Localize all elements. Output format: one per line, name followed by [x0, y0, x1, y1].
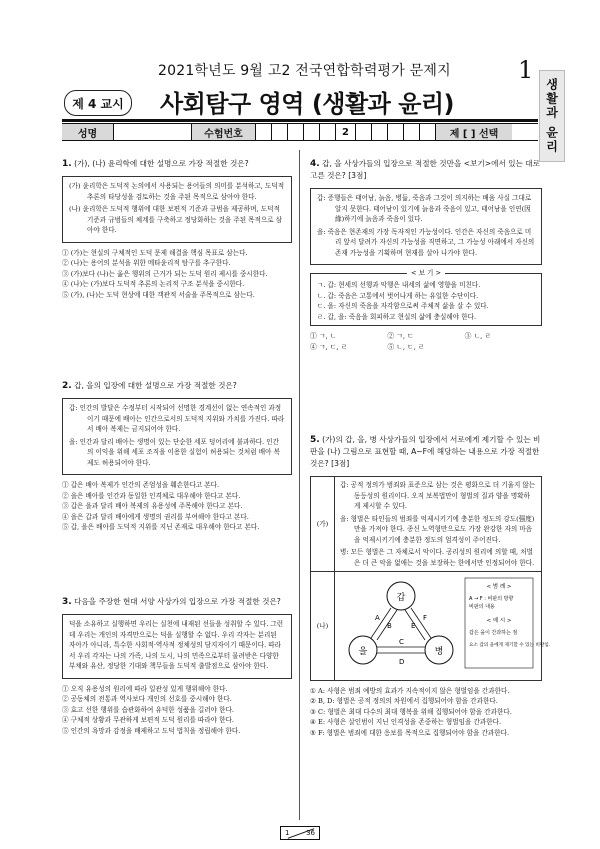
passage-table [310, 476, 551, 681]
name-field[interactable] [114, 124, 192, 140]
question-number: 5. [310, 435, 320, 445]
answer-option-3[interactable]: ③ 효고 선한 행위를 습관화하여 유덕한 성품을 길러야 한다. [62, 705, 234, 714]
answer-options [62, 480, 292, 533]
answer-option-3[interactable]: ③ C: 형벌은 최대 다수의 최대 행복을 위해 집행되어야 함을 간과한다. [310, 707, 512, 716]
edge-label-c: C [399, 638, 404, 646]
candidate-info-row [62, 123, 538, 141]
exam-no-box[interactable] [256, 124, 272, 140]
answer-option-5[interactable]: ⑤ F: 형벌은 범죄에 대한 응보를 목적으로 집행되어야 함을 간과한다. [310, 728, 510, 737]
question-stem: 갑, 을의 입장에 대한 설명으로 가장 적절한 것은? [74, 381, 237, 390]
answer-option-4[interactable]: ④ E: 사형은 살인범이 지닌 인격성을 존중하는 형벌임을 간과한다. [310, 718, 502, 726]
bogi-item: ㄷ. 을: 자신의 죽음을 자각함으로써 주체적 삶을 살 수 있다. [317, 302, 489, 310]
passage-box [62, 398, 292, 475]
edge-label-b: B [387, 622, 392, 630]
legend-item: A → F : 비판의 방향 [469, 596, 514, 602]
answer-option-2[interactable]: ② 을은 배아를 인간과 동일한 인격체로 대우해야 한다고 본다. [62, 491, 241, 500]
exam-no-box[interactable] [372, 124, 388, 140]
answer-option-5[interactable]: ⑤ 갑, 을은 배아를 도덕적 지위를 지닌 존재로 대우해야 한다고 본다. [62, 523, 260, 531]
answer-option-4[interactable]: ④ 을은 갑과 달리 배아에게 생명의 권리를 부여해야 한다고 본다. [62, 512, 249, 521]
exam-no-box[interactable] [288, 124, 304, 140]
bogi-label: < 보 기 > [407, 268, 445, 279]
name-label: 성명 [62, 124, 114, 140]
page-number: 1 [518, 56, 534, 84]
legend-example-2: 요소 갑의 을에게 제기할 수 있는 비판임. [469, 643, 551, 648]
row-label: (가) [311, 477, 335, 572]
answer-option-4[interactable]: ④ (나)는 (가)보다 도덕적 추론의 논리적 구조 분석을 중시한다. [62, 280, 245, 288]
passage-box [62, 614, 292, 679]
answer-option-1[interactable]: ① 갑은 배아 복제가 인간의 존엄성을 훼손한다고 본다. [62, 481, 220, 489]
node-byung-label: 병 [434, 647, 444, 657]
answer-options [310, 331, 542, 353]
legend-example: 갑은 을이 간과하는 점 [469, 630, 518, 636]
passage-box [310, 188, 542, 265]
exam-no-box[interactable] [272, 124, 288, 140]
passage-paragraph: (가) 윤리학은 도덕적 논의에서 사용되는 용어들의 의미를 분석하고, 도덕적 추론의 타당성을 검토하는 것을 주된 목적으로 삼아야 한다. [69, 182, 285, 201]
question-number: 3. [62, 597, 72, 607]
exam-no-box[interactable] [356, 124, 372, 140]
question-3 [62, 596, 292, 736]
answer-option-2[interactable]: ② (나)는 용어의 분석을 위한 메타윤리적 탐구를 추구한다. [62, 259, 231, 267]
question-stem: (가)의 갑, 을, 병 사상가들의 입장에서 서로에게 제기할 수 있는 비판을 (나) 그림으로 표현할 때, A~F에 해당하는 내용으로 가장 적절한 것은? [3점] [310, 435, 541, 468]
question-5 [310, 434, 551, 738]
edge-label-f: F [423, 614, 428, 622]
answer-option-3[interactable]: ③ (가)보다 (나)는 옳은 행위의 근거가 되는 도덕 원리 제시를 중시한다. [62, 269, 268, 278]
question-number: 2. [62, 381, 72, 391]
answer-options [62, 684, 292, 737]
passage-paragraph: 을: 인간과 달리 배아는 생명이 있는 단순한 세포 덩어리에 불과하다. 인간의 이익을 위해 세포 조직을 이용한 실험이 허용되는 것처럼 배아 복제도 허용되어야 한다. [69, 437, 280, 467]
bogi-item: ㄴ. 갑: 죽음은 고통에서 벗어나게 하는 유일한 수단이다. [317, 291, 479, 300]
question-1 [62, 158, 292, 300]
answer-option-5[interactable]: ⑤ ㄴ, ㄷ, ㄹ [387, 343, 425, 351]
answer-option-2[interactable]: ② 공동체의 전통과 역사보다 개인의 선호를 중시해야 한다. [62, 695, 232, 703]
session-badge: 제 4 교시 [64, 90, 132, 116]
answer-option-2[interactable]: ② B, D: 형벌은 공적 정의의 차원에서 집행되어야 함을 간과한다. [310, 697, 498, 705]
passage-paragraph: 갑: 증행들은 태어남, 늙음, 병듦, 죽음과 그것이 의지하는 배움 사실 그대로 알지 못한다. 태어남이 있기에 늙음과 죽음이 있고, 태어남을 인연(因緣)하기에 늙음과 죽음이 있다. [317, 194, 532, 223]
current-page: 1 [285, 829, 290, 837]
answer-option-3[interactable]: ③ 갑은 을과 달리 배아 복제의 유용성에 주목해야 한다고 본다. [62, 502, 243, 510]
passage-box [62, 176, 292, 243]
exam-no-label: 수험번호 [192, 124, 256, 140]
answer-option-1[interactable]: ① 오직 유용성의 원리에 따라 일관성 있게 행위해야 한다. [62, 684, 228, 693]
subject-side-tab: 생활과 윤리 [539, 70, 565, 162]
select-label: 제 [ ] 선택 [436, 124, 512, 140]
answer-option-5[interactable]: ⑤ 인간의 욕망과 감정을 배제하고 도덕 법칙을 정립해야 한다. [62, 726, 241, 735]
question-number: 4. [310, 159, 320, 169]
bogi-box [310, 269, 542, 326]
answer-option-3[interactable]: ③ ㄴ, ㄹ [464, 332, 492, 340]
answer-options [62, 248, 292, 301]
node-gap-label: 갑 [396, 593, 406, 603]
question-2 [62, 380, 292, 533]
passage-paragraph: (나) 윤리학은 도덕적 행위에 대한 보편적 기준과 규범을 제공하며, 도덕적 기준과 규범들의 체계를 구축하고 정당화하는 것을 주된 목적으로 삼아야 한다. [69, 205, 283, 234]
question-number: 1. [62, 159, 72, 169]
passage-paragraph: 갑: 인간의 발달은 수정부터 시작되어 선명한 경계선이 없는 연속적인 과정이기 때문에 배아는 인간으로서의 도덕적 지위와 가치를 가진다. 따라서 배아 복제는 금지되어야 한다. [69, 404, 285, 433]
node-eul-label: 을 [358, 647, 368, 657]
edge-label-a: A [375, 614, 380, 622]
legend-title: < 범 례 > [486, 584, 512, 590]
bogi-item: ㄱ. 갑: 현세의 선행과 악행은 내세의 삶에 영향을 미친다. [317, 281, 481, 289]
header-rule [62, 119, 538, 122]
passage-paragraph: 갑: 공적 정의가 범죄와 표준으로 삼는 것은 평화으로 더 기울지 않는 동등성의 원리이다. 오직 보복법만이 형벌의 질과 양을 명확하게 제시할 수 있다. [340, 481, 536, 510]
answer-option-1[interactable]: ① (가)는 현실의 구체적인 도덕 문제 해결을 핵심 목표로 삼는다. [62, 248, 248, 257]
question-stem: 갑, 을 사상가들의 입장으로 적절한 것만을 <보기>에서 있는 대로 고른 것은? [3점] [310, 159, 540, 180]
question-stem: (가), (나) 윤리학에 대한 설명으로 가장 적절한 것은? [74, 159, 249, 168]
column-divider [299, 150, 300, 820]
page-indicator [280, 826, 320, 840]
bogi-item: ㄹ. 갑, 을: 죽음을 회피하고 현실의 삶에 충실해야 한다. [317, 312, 477, 321]
subject-title: 사회탐구 영역 (생활과 윤리) [160, 90, 455, 118]
passage-paragraph: 덕을 소유하고 실행하면 우리는 실천에 내재된 선들을 성취할 수 있다. 그런데 우리는 개인의 자격만으로는 덕을 실행할 수 없다. 우리 각자는 분리된 자아가 아니라, 특수한 사회적·역사적 정체성의 담지자이기 때문이다. 따라서 우리 각자는 나의 가족, 나의 도시, 나의 민족으로부터 물려받은 다양한 부채와 유산, 정당한 기대와 책무들을 도덕적 출발점으로 삼아야 한다. [69, 620, 284, 670]
answer-options [310, 686, 542, 739]
passage-paragraph: 을: 죽음은 현존재의 가장 독자적인 가능성이다. 인간은 자신의 죽음으로 미리 앞서 달려가 자신의 가능성을 직면하고, 그 가능성 아래에서 자신의 존재 가능성을 기획하며 현재를 살아 나가야 한다. [317, 227, 535, 257]
legend-item-2: 비판의 내용 [469, 604, 495, 610]
exam-no-box[interactable] [388, 124, 404, 140]
edge-label-d: D [399, 658, 405, 666]
answer-option-4[interactable]: ④ 구체적 상황과 무관하게 보편적 도덕 원리를 따라야 한다. [62, 716, 234, 724]
edge-label-e: E [411, 622, 416, 630]
question-4 [310, 158, 542, 353]
exam-no-box[interactable] [304, 124, 320, 140]
legend-example-title: < 예 시 > [486, 618, 512, 624]
row-label: (나) [311, 572, 335, 681]
exam-no-box[interactable] [420, 124, 436, 140]
total-pages: 36 [306, 829, 315, 837]
passage-paragraph: 병: 모든 형벌은 그 자체로서 악이다. 공리성의 원리에 의할 때, 처벌은 더 큰 악을 없애는 것을 보장하는 한에서만 인정되어야 한다. [340, 548, 535, 567]
exam-no-fixed-digit: 2 [336, 124, 356, 140]
answer-option-1[interactable]: ① A: 사형은 범죄 예방의 효과가 지속적이지 않은 형벌임을 간과한다. [310, 686, 510, 695]
exam-title: 2021학년도 9월 고2 전국연합학력평가 문제지 [158, 63, 451, 79]
answer-option-5[interactable]: ⑤ (가), (나)는 도덕 현상에 대한 객관적 서술을 주목적으로 삼는다. [62, 290, 255, 299]
critique-diagram [339, 576, 551, 672]
answer-option-4[interactable]: ④ ㄱ, ㄷ, ㄹ [310, 343, 348, 351]
passage-paragraph: 을: 형벌은 타인들의 범죄를 억제시키기에 충분한 정도의 강도(强度)만을 가져야 한다. 종신 노역형만으로도 가장 완강한 자의 마음을 억제시키기에 충분한 정도의 엄격성이 주어진다. [340, 514, 535, 544]
question-stem: 다음을 주장한 현대 서양 사상가의 입장으로 가장 적절한 것은? [74, 597, 281, 606]
exam-no-box[interactable] [404, 124, 420, 140]
exam-no-box[interactable] [320, 124, 336, 140]
answer-option-1[interactable]: ① ㄱ, ㄴ [310, 332, 337, 340]
answer-option-2[interactable]: ② ㄱ, ㄷ [387, 332, 414, 340]
